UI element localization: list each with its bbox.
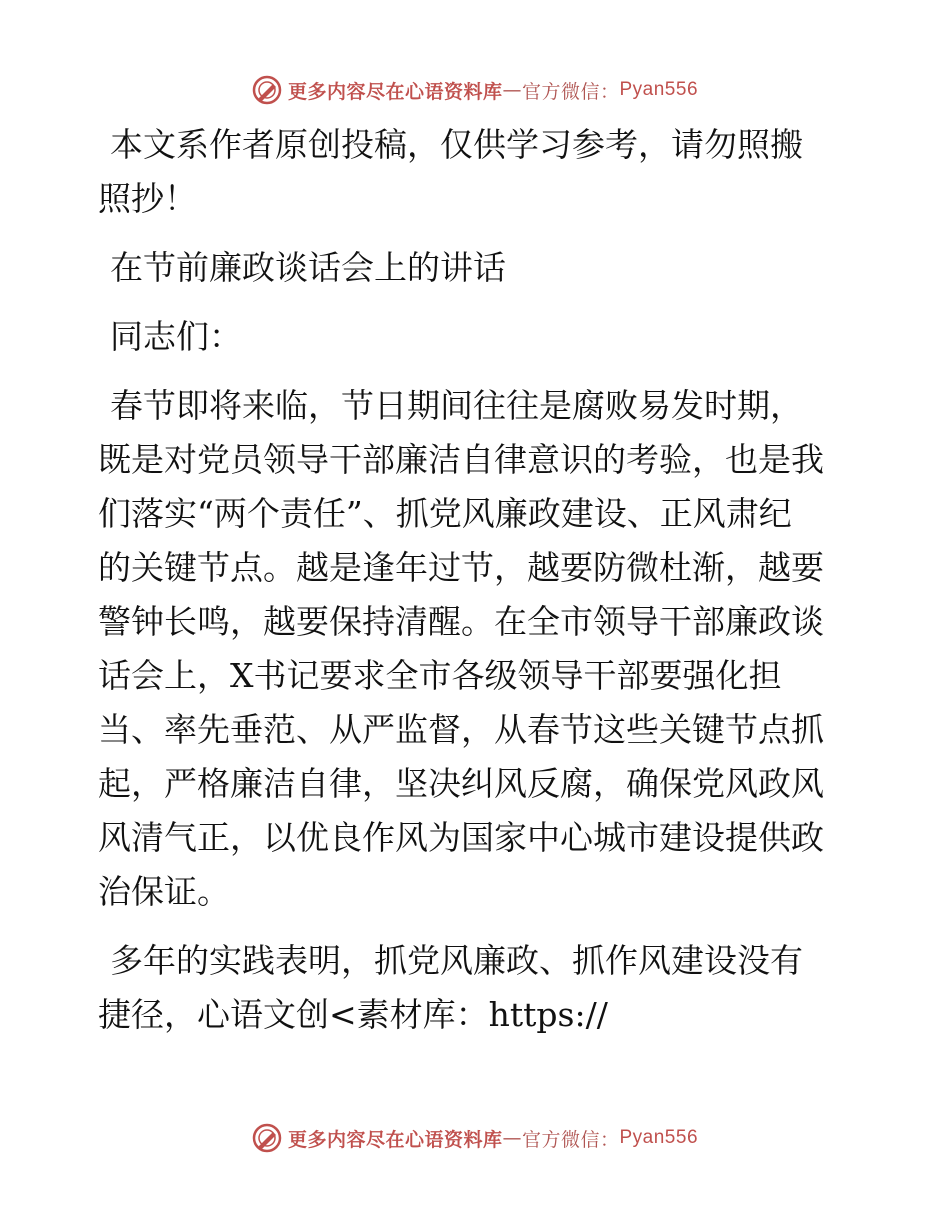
text-line: 春节即将来临，节日期间往往是腐败易发时期， bbox=[110, 386, 803, 425]
banner-wechat-id: Pyan556 bbox=[619, 1127, 699, 1148]
text-line: 风清气正，以优良作风为国家中心城市建设提供政 bbox=[98, 818, 824, 857]
text-line: 起，严格廉洁自律，坚决纠风反腐，确保党风政风 bbox=[98, 764, 824, 803]
text-line: 多年的实践表明，抓党风廉政、抓作风建设没有 bbox=[110, 941, 803, 980]
banner-main-text: 更多内容尽在心语资料库 bbox=[287, 80, 503, 103]
text-line: 话会上，X书记要求全市各级领导干部要强化担 bbox=[98, 656, 782, 695]
copyright-notice bbox=[98, 118, 858, 226]
text-line: 既是对党员领导干部廉洁自律意识的考验，也是我 bbox=[98, 440, 824, 479]
banner-wechat-label: 官方微信： bbox=[521, 1128, 620, 1151]
banner-separator: — bbox=[502, 79, 522, 101]
text-line: 的关键节点。越是逢年过节，越要防微杜渐，越要 bbox=[98, 548, 824, 587]
banner-wechat-label: 官方微信： bbox=[521, 80, 620, 103]
text-line: 们落实“两个责任”、抓党风廉政建设、正风肃纪 bbox=[98, 494, 792, 533]
document-body bbox=[98, 118, 858, 1057]
text-line: 照抄！ bbox=[98, 179, 197, 218]
text-line: 警钟长鸣，越要保持清醒。在全市领导干部廉政谈 bbox=[98, 602, 824, 641]
body-paragraph bbox=[98, 379, 858, 919]
text-line: 捷径，心语文创<素材库：https:// bbox=[98, 995, 608, 1034]
footer-watermark bbox=[0, 1118, 950, 1158]
salutation bbox=[98, 310, 858, 364]
text-line: 同志们： bbox=[110, 317, 242, 356]
document-title bbox=[98, 241, 858, 295]
text-line: 治保证。 bbox=[98, 872, 230, 911]
body-paragraph bbox=[98, 934, 858, 1042]
banner-separator: — bbox=[502, 1127, 522, 1149]
text-line: 在节前廉政谈话会上的讲话 bbox=[110, 248, 506, 287]
pen-logo-icon bbox=[252, 75, 282, 105]
banner-wechat-id: Pyan556 bbox=[619, 79, 699, 100]
header-watermark bbox=[0, 70, 950, 110]
pen-logo-icon bbox=[252, 1123, 282, 1153]
text-line: 当、率先垂范、从严监督，从春节这些关键节点抓 bbox=[98, 710, 824, 749]
text-line: 本文系作者原创投稿，仅供学习参考，请勿照搬 bbox=[110, 125, 803, 164]
banner-main-text: 更多内容尽在心语资料库 bbox=[287, 1128, 503, 1151]
